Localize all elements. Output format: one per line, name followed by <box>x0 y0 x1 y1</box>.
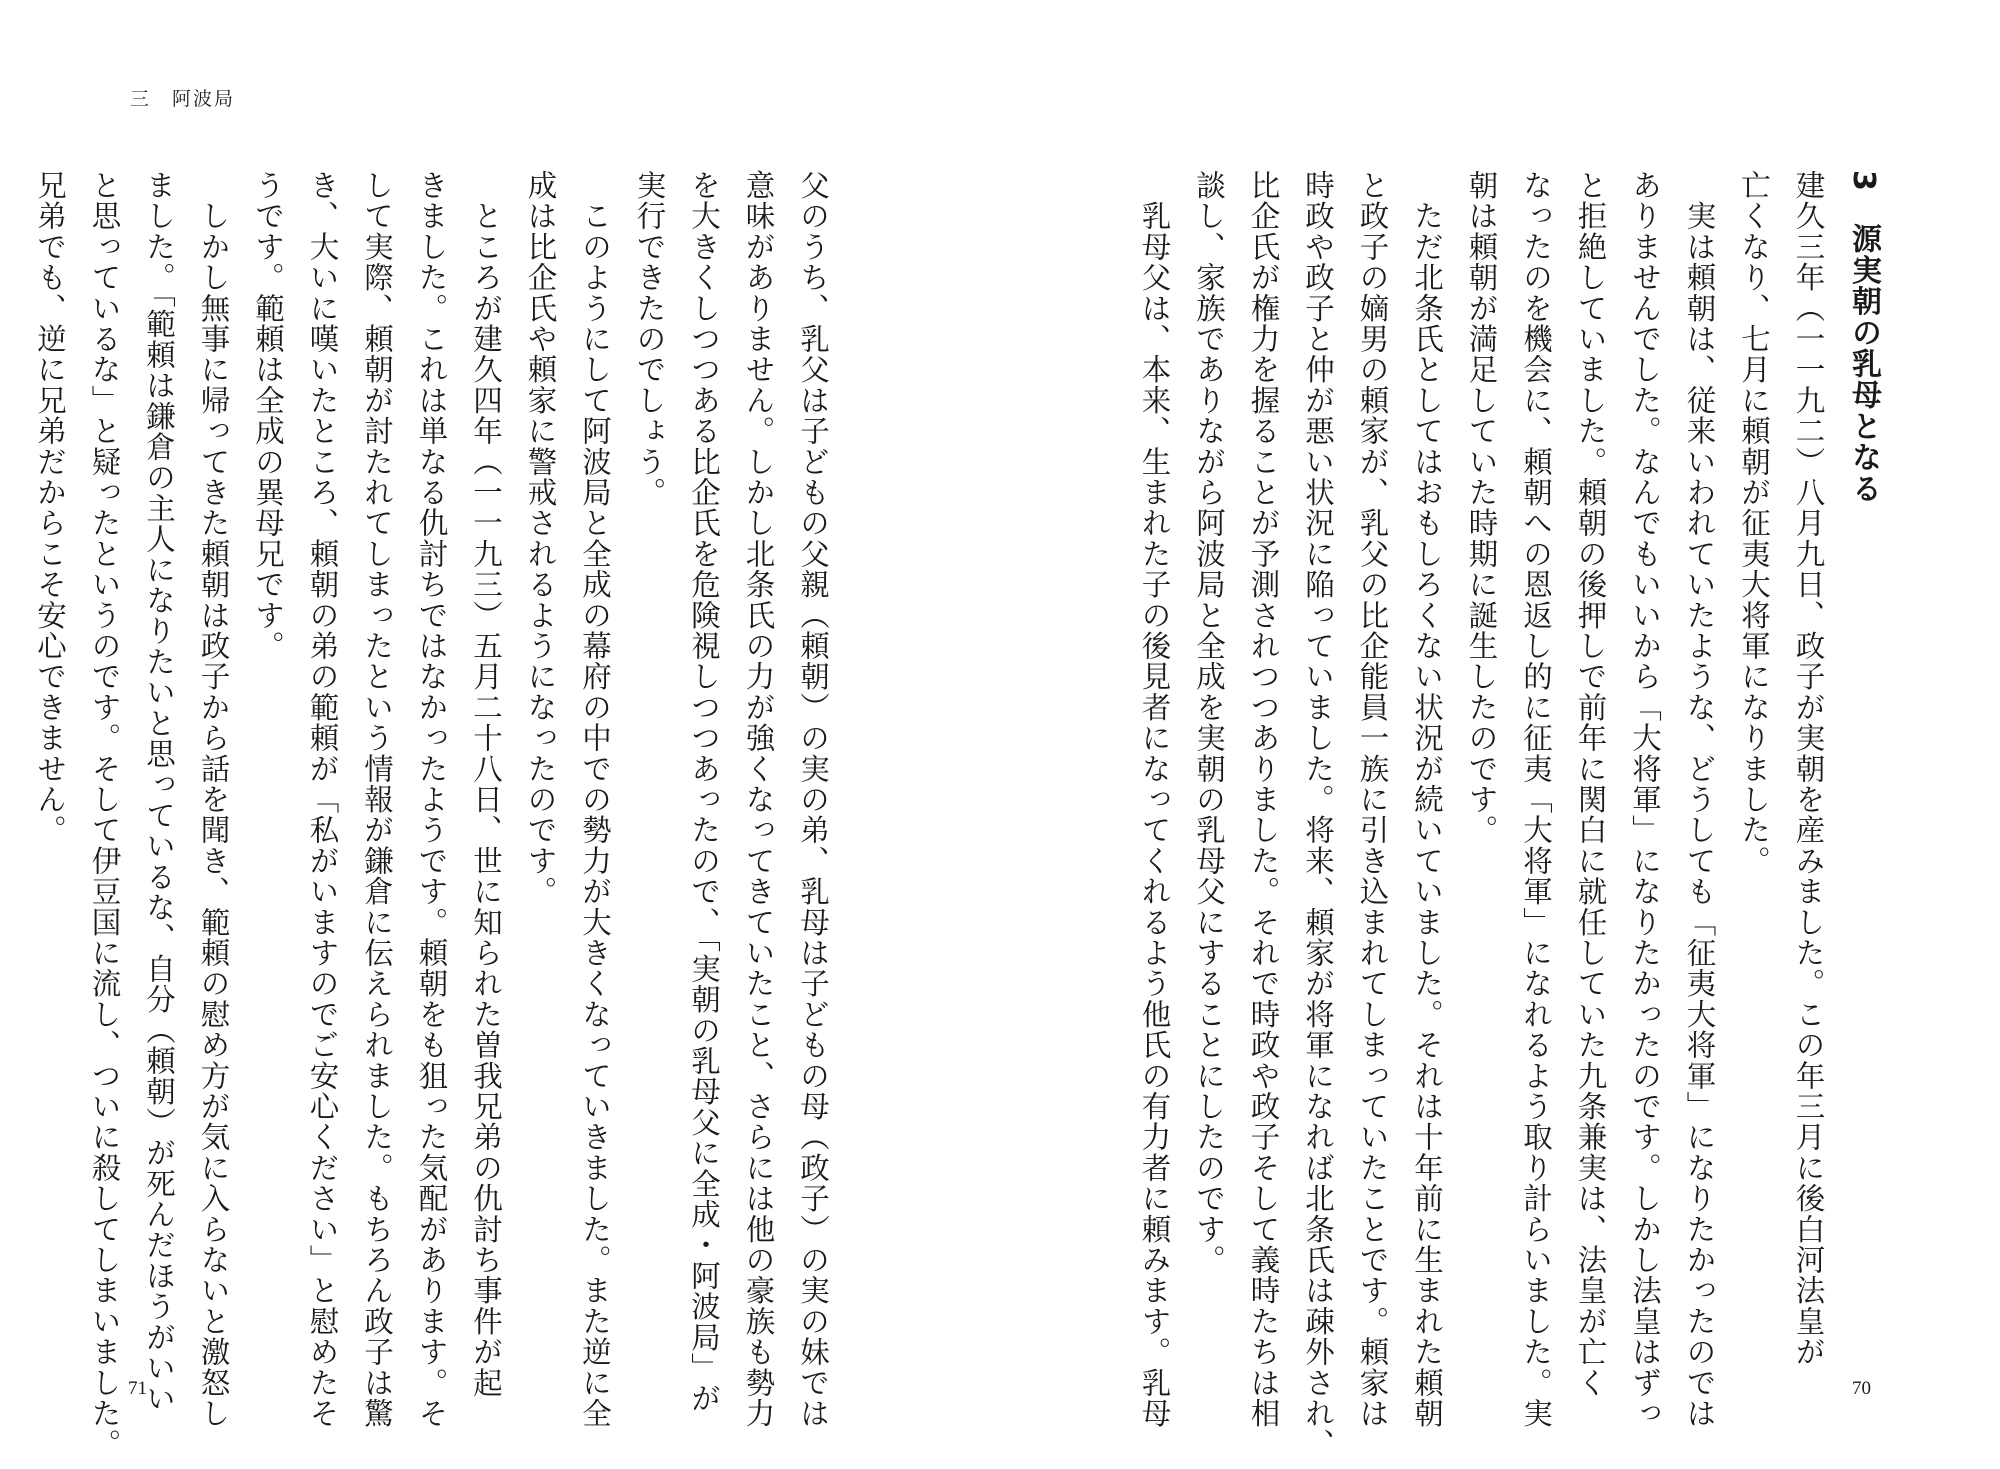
text-column: を大きくしつつある比企氏を危険視しつつあったので、「実朝の乳母父に全成・阿波局」が <box>687 170 721 1414</box>
running-head: 三 阿波局 <box>130 88 236 110</box>
text-column: なったのを機会に、頼朝への恩返し的に征夷「大将軍」になれるよう取り計らいました。実 <box>1519 170 1553 1429</box>
text-column: 父のうち、乳父は子どもの父親（頼朝）の実の弟、乳母は子どもの母（政子）の実の妹では <box>796 170 830 1429</box>
text-column: き、大いに嘆いたところ、頼朝の弟の範頼が「私がいますのでご安心ください」と慰めたそ <box>305 170 340 1429</box>
text-column: ました。「範頼は鎌倉の主人になりたいと思っているな、自分（頼朝）が死んだほうがいい <box>142 170 176 1414</box>
text-column: きました。これは単なる仇討ちではなかったようです。頼朝をも狙った気配があります。そ <box>414 170 449 1429</box>
text-column: うです。範頼は全成の異母兄です。 <box>251 170 285 662</box>
page-number-left: 71 <box>128 1378 147 1399</box>
text-column: 朝は頼朝が満足していた時期に誕生したのです。 <box>1464 170 1499 846</box>
text-column: 兄弟でも、逆に兄弟だからこそ安心できません。 <box>33 170 67 846</box>
text-column: して実際、頼朝が討たれてしまったという情報が鎌倉に伝えられました。もちろん政子は驚 <box>360 170 394 1429</box>
text-column: 建久三年（一一九二）八月九日、政子が実朝を産みました。この年三月に後白河法皇が <box>1791 170 1826 1368</box>
text-column: このようにして阿波局と全成の幕府の中での勢力が大きくなっていきました。また逆に全 <box>578 170 612 1429</box>
page-number-right: 70 <box>1852 1378 1871 1399</box>
text-column: ただ北条氏としてはおもしろくない状況が続いていました。それは十年前に生まれた頼朝 <box>1410 170 1444 1429</box>
text-column: と政子の嫡男の頼家が、乳父の比企能員一族に引き込まれてしまっていたことです。頼家は <box>1355 170 1390 1429</box>
text-column: しかし無事に帰ってきた頼朝は政子から話を聞き、範頼の慰め方が気に入らないと激怒し <box>196 170 231 1429</box>
text-column: 談し、家族でありながら阿波局と全成を実朝の乳母父にすることにしたのです。 <box>1192 170 1226 1276</box>
text-column: 時政や政子と仲が悪い状況に陥っていました。将来、頼家が将軍になれば北条氏は疎外され、 <box>1301 170 1335 1460</box>
text-column: 成は比企氏や頼家に警戒されるようになったのです。 <box>523 170 558 907</box>
text-column: 乳母父は、本来、生まれた子の後見者になってくれるよう他氏の有力者に頼みます。乳母 <box>1137 170 1172 1429</box>
text-column: 実行できたのでしょう。 <box>632 170 667 508</box>
text-column: 実は頼朝は、従来いわれていたような、どうしても「征夷大将軍」になりたかったのでは <box>1682 170 1717 1429</box>
section-heading: 3 源実朝の乳母となる <box>1846 170 1881 505</box>
text-column: 意味がありません。しかし北条氏の力が強くなってきていたこと、さらには他の豪族も勢力 <box>741 170 776 1429</box>
text-column: と拒絶していました。頼朝の後押しで前年に関白に就任していた九条兼実は、法皇が亡く <box>1573 170 1608 1398</box>
text-column: ところが建久四年（一一九三）五月二十八日、世に知られた曽我兄弟の仇討ち事件が起 <box>469 170 503 1398</box>
text-column: 比企氏が権力を握ることが予測されつつありました。それで時政や政子そして義時たちは相 <box>1246 170 1281 1429</box>
text-column: 亡くなり、七月に頼朝が征夷大将軍になりました。 <box>1737 170 1771 877</box>
text-column: ありませんでした。なんでもいいから「大将軍」になりたかったのです。しかし法皇はずっ <box>1628 170 1662 1429</box>
text-column: と思っているな」と疑ったというのです。そして伊豆国に流し、ついに殺してしまいました。 <box>87 170 122 1460</box>
